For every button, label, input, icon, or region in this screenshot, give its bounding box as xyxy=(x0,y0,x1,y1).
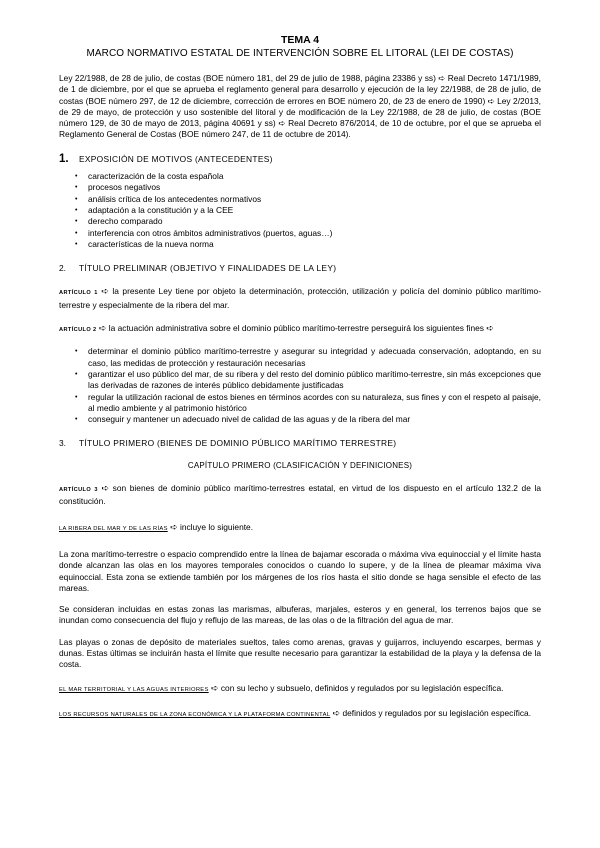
section-3-heading xyxy=(59,438,541,449)
list-item: • caracterización de la costa española xyxy=(75,171,541,182)
section-1-list xyxy=(59,171,541,250)
article-text: la presente Ley tiene por objeto la determinación, protección, utilización y policía del dominio público marítimo-terrestre y especialmente de la ribera del mar. xyxy=(59,286,541,310)
recursos-naturales-definition xyxy=(59,708,541,721)
section-2-list xyxy=(59,346,541,425)
document-subtitle: MARCO NORMATIVO ESTATAL DE INTERVENCIÓN SOBRE EL LITORAL (LEI DE COSTAS) xyxy=(86,48,514,59)
paragraph-playas: Las playas o zonas de depósito de materiales sueltos, tales como arenas, gravas y guijarros, incluyendo escarpes, bermas y dunas. Estas últimas se incluirán hasta el límite que resulte necesario para garantizar la estabilidad de la playa y la defensa de la costa. xyxy=(59,636,541,670)
section-1-heading xyxy=(59,154,541,165)
list-item: • derecho comparado xyxy=(75,216,541,227)
section-number: 2. xyxy=(59,263,66,274)
list-item: • procesos negativos xyxy=(75,182,541,193)
term-label: LOS RECURSOS NATURALES DE LA ZONA ECONÓMICA Y LA PLATAFORMA CONTINENTAL xyxy=(59,711,331,718)
arrow-icon: ➪ xyxy=(170,521,178,532)
article-label: ARTÍCULO 3 xyxy=(59,487,98,494)
intro-paragraph: Ley 22/1988, de 28 de julio, de costas (BOE número 181, del 29 de julio de 1988, página 23386 y ss) ➪ Real Decreto 1471/1989, de 1 de diciembre, por el que se aprueba el reglamento general para desarrollo y ejecución de la ley 22/1988, de 28 de julio, de costas (BOE número 297, de 12 de diciembre, corrección de errores en BOE número 20, de 23 de enero de 1990) ➪ Ley 2/2013, de 29 de mayo, de protección y uso sostenible del litoral y de modificación de la Ley 22/1988, de 28 de julio, de costas (BOE número 129, de 30 de mayo de 2013, página 40691 y ss) ➪ Real Decreto 876/2014, de 10 de octubre, por el que se aprueba el Reglamento General de Costas (BOE número 247, de 11 de octubre de 2014). xyxy=(59,73,541,140)
chapter-heading: CAPÍTULO PRIMERO (CLASIFICACIÓN Y DEFINICIONES) xyxy=(187,460,413,470)
article-label: ARTÍCULO 2 xyxy=(59,327,97,334)
article-1 xyxy=(59,286,541,311)
arrow-icon: ➪ xyxy=(486,323,494,334)
article-text: son bienes de dominio público marítimo-terrestres estatal, en virtud de los dispuesto en el artículo 132.2 de la constitución. xyxy=(59,483,542,507)
term-label: EL MAR TERRITORIAL Y LAS AGUAS INTERIORES xyxy=(59,686,209,693)
list-item: • determinar el dominio público marítimo-terrestre y asegurar su integridad y adecuada conservación, adoptando, en su caso, las medidas de protección y restauración necesarias xyxy=(75,346,541,369)
list-item: • regular la utilización racional de estos bienes en términos acordes con su naturaleza, sus fines y con el respeto al paisaje, al medio ambiente y al patrimonio histórico xyxy=(75,392,541,415)
section-title: EXPOSICIÓN DE MOTIVOS (ANTECEDENTES) xyxy=(79,153,273,164)
article-label: ARTÍCULO 1 xyxy=(59,290,98,297)
section-number: 3. xyxy=(59,438,66,449)
list-item: • conseguir y mantener un adecuado nivel de calidad de las aguas y de la ribera del mar xyxy=(75,414,541,425)
paragraph-zona-maritimo-terrestre: La zona marítimo-terrestre o espacio comprendido entre la línea de bajamar escorada o máxima viva equinoccial y el límite hasta donde alcanzan las olas en los mayores temporales conocidos o cuando lo supere, y de la línea de pleamar máxima viva equinoccial. Esta zona se extiende también por los márgenes de los ríos hasta el sitio donde se haga sensible el efecto de las mareas. xyxy=(59,548,541,593)
section-title: TÍTULO PRIMERO (BIENES DE DOMINIO PÚBLICO MARÍTIMO TERRESTRE) xyxy=(79,438,397,449)
article-3 xyxy=(59,483,541,508)
term-label: LA RIBERA DEL MAR Y DE LAS RÍAS xyxy=(59,525,168,532)
section-2-heading xyxy=(59,263,541,274)
list-item: • adaptación a la constitución y a la CEE xyxy=(75,205,541,216)
arrow-icon: ➪ xyxy=(101,483,110,494)
arrow-icon: ➪ xyxy=(98,323,107,334)
list-item: • garantizar el uso público del mar, de su ribera y del resto del dominio público marítimo-terrestre, sin más excepciones que las derivadas de razones de interés público debidamente justificadas xyxy=(75,369,541,392)
section-number: 1. xyxy=(59,152,69,165)
paragraph-marismas: Se consideran incluidas en estas zonas las marismas, albuferas, marjales, esteros y en general, los terrenos bajos que se inundan como consecuencia del flujo y reflujo de las mareas, de las olas o de la filtración del agua de mar. xyxy=(59,604,541,626)
article-text: la actuación administrativa sobre el dominio público marítimo-terrestre perseguirá los siguientes fines xyxy=(108,323,484,334)
article-2 xyxy=(59,323,541,336)
term-text: con su lecho y subsuelo, definidos y regulados por su legislación específica. xyxy=(220,682,504,693)
ribera-definition xyxy=(59,522,541,535)
arrow-icon: ➪ xyxy=(101,286,109,297)
term-text: incluye lo siguiente. xyxy=(179,521,254,532)
term-text: definidos y regulados por su legislación específica. xyxy=(342,707,532,718)
mar-territorial-definition xyxy=(59,683,541,696)
list-item: • interferencia con otros ámbitos administrativos (puertos, aguas…) xyxy=(75,228,541,239)
list-item: • características de la nueva norma xyxy=(75,239,541,250)
document-page xyxy=(59,34,541,721)
list-item: • análisis crítica de los antecedentes normativos xyxy=(75,194,541,205)
arrow-icon: ➪ xyxy=(332,707,341,718)
document-title: TEMA 4 xyxy=(280,34,320,46)
arrow-icon: ➪ xyxy=(210,682,219,693)
section-title: TÍTULO PRELIMINAR (OBJETIVO Y FINALIDADES DE LA LEY) xyxy=(79,263,337,274)
